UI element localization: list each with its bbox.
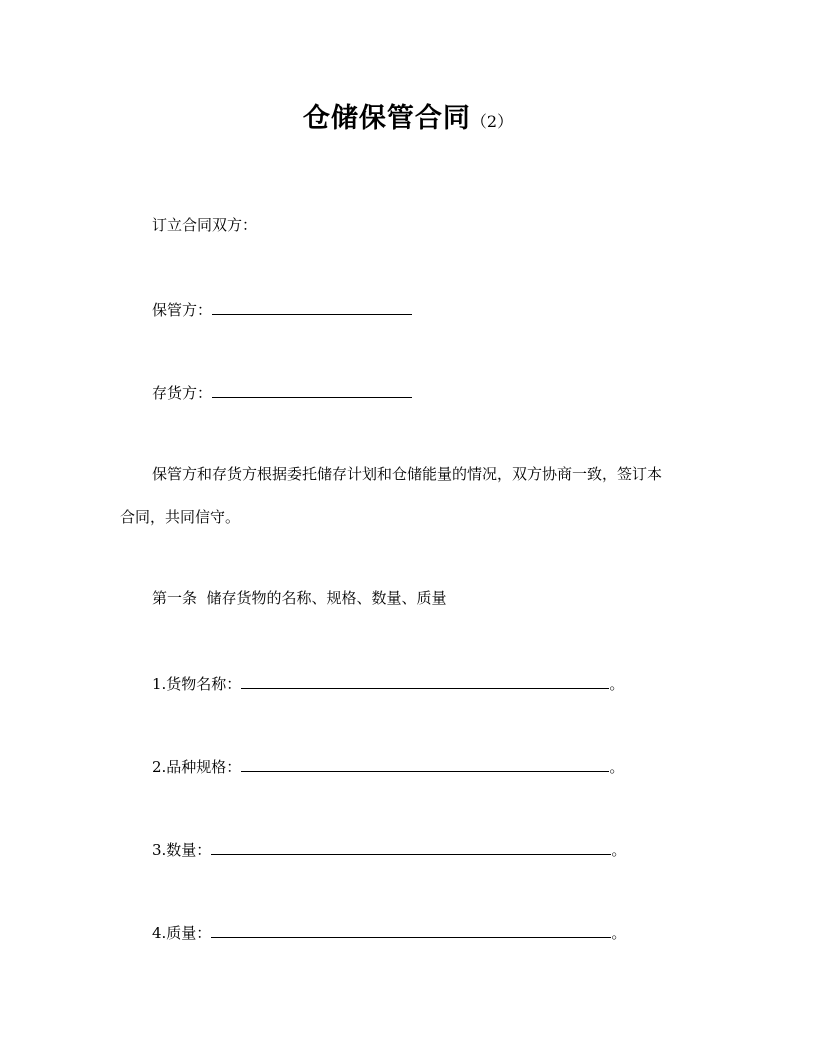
document-title	[0, 96, 816, 135]
item-label: 3.数量：	[152, 841, 212, 859]
quality-blank[interactable]	[211, 921, 611, 938]
item-end: 。	[609, 675, 625, 693]
intro-line-1: 保管方和存货方根据委托储存计划和仓储能量的情况，双方协商一致，签订本	[152, 465, 663, 483]
custodian-label: 保管方：	[152, 301, 213, 319]
item-quality	[152, 921, 626, 943]
custodian-line	[152, 298, 412, 320]
title-suffix: （2）	[470, 112, 514, 131]
item-variety-spec	[152, 755, 624, 777]
item-label: 2.品种规格：	[152, 758, 242, 776]
variety-spec-blank[interactable]	[241, 755, 609, 772]
quantity-blank[interactable]	[211, 838, 611, 855]
article1-heading: 第一条 储存货物的名称、规格、数量、质量	[152, 589, 447, 607]
item-goods-name	[152, 672, 624, 694]
depositor-blank[interactable]	[212, 381, 412, 398]
item-end: 。	[611, 841, 627, 859]
depositor-label: 存货方：	[152, 384, 213, 402]
item-end: 。	[609, 758, 625, 776]
item-quantity	[152, 838, 626, 860]
intro-line-2: 合同，共同信守。	[120, 508, 241, 526]
item-label: 1.货物名称：	[152, 675, 242, 693]
depositor-line	[152, 381, 412, 403]
item-end: 。	[611, 924, 627, 942]
item-label: 4.质量：	[152, 924, 212, 942]
goods-name-blank[interactable]	[241, 672, 609, 689]
parties-heading: 订立合同双方：	[152, 216, 258, 234]
custodian-blank[interactable]	[212, 298, 412, 315]
title-main: 仓储保管合同	[302, 103, 471, 134]
